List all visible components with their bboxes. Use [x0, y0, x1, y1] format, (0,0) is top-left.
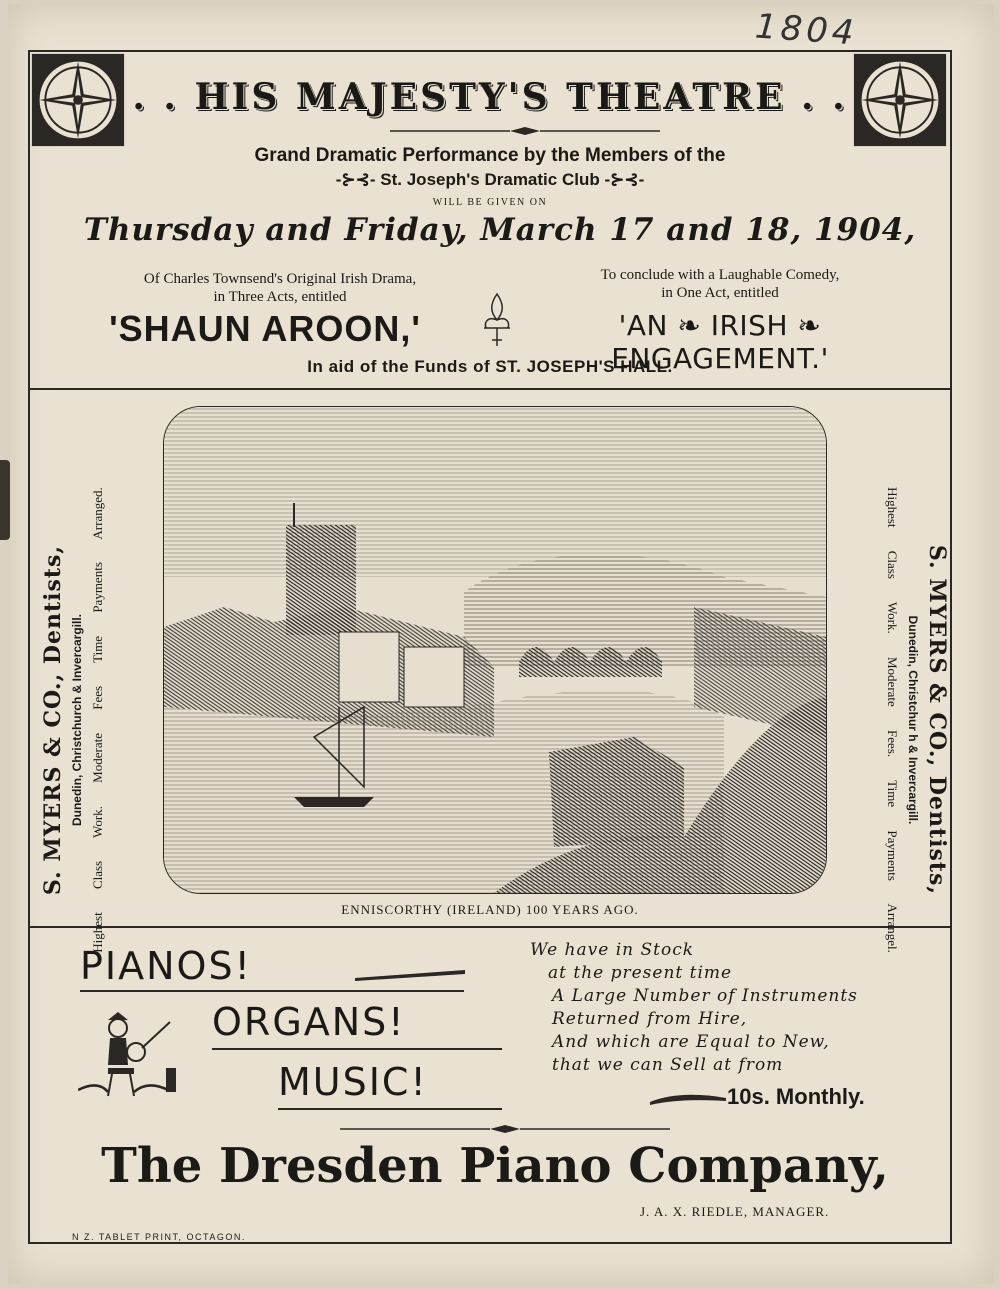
music-heading: MUSIC! — [278, 1060, 428, 1104]
performance-line: Grand Dramatic Performance by the Members of the — [254, 145, 726, 166]
banjo-player-icon — [78, 1010, 188, 1100]
pianos-swash — [355, 968, 465, 982]
performance-dates: Thursday and Friday, March 17 and 18, 1904, — [83, 212, 917, 248]
manager-name: J. A. X. RIEDLE, MANAGER. — [640, 1204, 830, 1219]
decorative-rule — [390, 126, 660, 136]
illustration-divider — [28, 926, 952, 928]
stock-line-1: We have in Stock — [530, 940, 695, 960]
enniscorthy-engraving — [163, 406, 827, 894]
binding-staple — [0, 460, 10, 540]
organs-heading: ORGANS! — [212, 1000, 406, 1044]
drama-title: 'SHAUN AROON,' — [109, 308, 421, 349]
pianos-underline — [80, 990, 464, 992]
comedy-description: To conclude with a Laughable Comedy, in One Act, entitled — [600, 267, 840, 301]
company-name: The Dresden Piano Company, — [101, 1138, 889, 1194]
drama-description: Of Charles Townsend's Original Irish Drama, in Three Acts, entitled — [143, 271, 417, 305]
stock-line-5: And which are Equal to New, — [552, 1032, 830, 1052]
company-rule — [340, 1124, 670, 1134]
price-swash — [650, 1090, 726, 1106]
given-on: WILL BE GIVEN ON — [432, 197, 548, 208]
pianos-heading: PIANOS! — [80, 944, 252, 988]
illustration-caption: ENNISCORTHY (IRELAND) 100 YEARS AGO. — [341, 902, 639, 917]
theatre-title: . . HIS MAJESTY'S THEATRE . . — [132, 76, 848, 118]
music-underline — [278, 1108, 502, 1110]
printer-imprint: N Z. TABLET PRINT, OCTAGON. — [72, 1232, 246, 1242]
fleur-ornament-icon — [480, 290, 514, 350]
stock-line-3: A Large Number of Instruments — [552, 986, 858, 1006]
organs-underline — [212, 1048, 502, 1050]
club-name: -⊱⊰- St. Joseph's Dramatic Club -⊱⊰- — [335, 170, 645, 189]
handwritten-number: 1804 — [753, 6, 859, 54]
price-monthly: 10s. Monthly. — [727, 1084, 865, 1109]
stock-line-4: Returned from Hire, — [552, 1009, 748, 1029]
compass-ornament-right-icon — [852, 52, 948, 148]
dentist-ad-right: S. MYERS & CO., Dentists, Dunedin, Christchur h & Invercargill. Highest Class Work. Moderate Fees. Time Payments Arrangel. — [885, 487, 950, 953]
compass-ornament-left-icon — [30, 52, 126, 148]
stock-line-6: that we can Sell at from — [552, 1055, 784, 1075]
header-divider — [28, 388, 952, 390]
dentist-ad-left: S. MYERS & CO., Dentists, Dunedin, Christchurch & Invercargill. Highest Class Work. Moderate Fees Time Payments Arranged. — [40, 487, 105, 953]
stock-line-2: at the present time — [548, 963, 733, 983]
aid-line: In aid of the Funds of ST. JOSEPH'S HALL. — [307, 357, 673, 376]
comedy-title: 'AN ❧ IRISH ❧ ENGAGEMENT.' — [611, 309, 829, 375]
